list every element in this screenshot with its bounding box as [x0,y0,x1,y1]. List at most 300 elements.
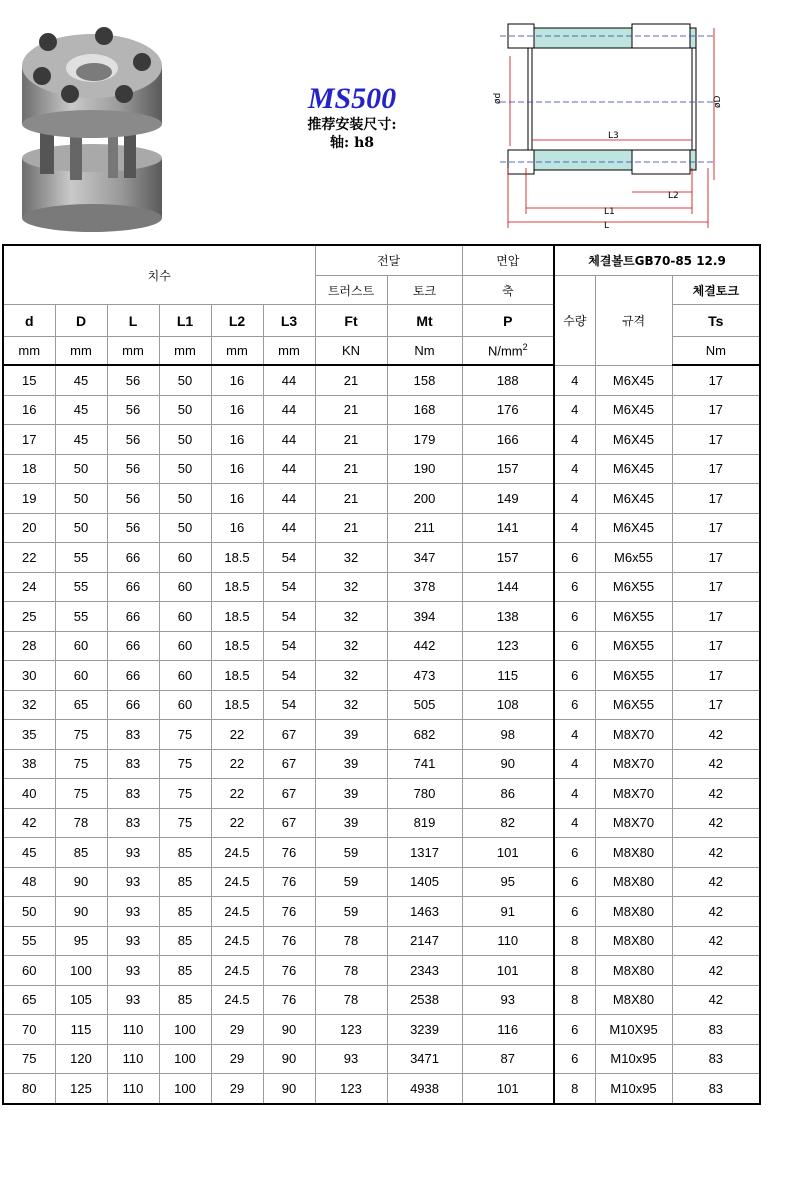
unit-cell: Nm [672,337,760,366]
unit-cell: mm [211,337,263,366]
unit-cell: mm [159,337,211,366]
table-cell: M6X55 [595,661,672,691]
table-cell: 4 [554,365,595,395]
table-cell: 42 [672,867,760,897]
table-cell: 101 [462,1074,554,1104]
table-row [3,365,760,395]
unit-cell: mm [263,337,315,366]
table-cell: M8X70 [595,749,672,779]
table-cell: 90 [55,897,107,927]
table-cell: 110 [107,1044,159,1074]
table-cell: 50 [3,897,55,927]
table-cell: 141 [462,513,554,543]
table-cell: 76 [263,838,315,868]
table-cell: 17 [672,454,760,484]
table-cell: 59 [315,897,387,927]
table-cell: 42 [3,808,55,838]
table-cell: 78 [315,956,387,986]
symbol-cell: D [55,305,107,337]
table-cell: 15 [3,365,55,395]
table-cell: 39 [315,779,387,809]
table-cell: 56 [107,365,159,395]
table-cell: 56 [107,395,159,425]
table-cell: 8 [554,1074,595,1104]
table-cell: 18.5 [211,690,263,720]
table-cell: 55 [55,572,107,602]
table-cell: 20 [3,513,55,543]
table-cell: 93 [107,956,159,986]
table-row [3,926,760,956]
table-cell: 39 [315,749,387,779]
symbol-cell: L2 [211,305,263,337]
table-cell: 6 [554,572,595,602]
table-cell: 44 [263,513,315,543]
table-cell: 60 [159,602,211,632]
table-cell: 17 [672,543,760,573]
table-cell: 32 [315,661,387,691]
table-cell: 16 [211,484,263,514]
table-cell: 115 [462,661,554,691]
table-cell: 87 [462,1044,554,1074]
table-cell: 101 [462,838,554,868]
table-cell: 8 [554,926,595,956]
table-cell: 82 [462,808,554,838]
table-cell: M8X80 [595,867,672,897]
table-cell: 17 [672,395,760,425]
table-cell: 45 [55,425,107,455]
table-cell: 24.5 [211,985,263,1015]
table-cell: 4 [554,425,595,455]
table-cell: 75 [55,749,107,779]
table-cell: 70 [3,1015,55,1045]
table-cell: 1463 [387,897,462,927]
table-cell: M8X80 [595,926,672,956]
table-cell: 32 [315,602,387,632]
table-cell: 18 [3,454,55,484]
table-cell: 54 [263,572,315,602]
table-cell: 4 [554,484,595,514]
table-cell: 60 [159,661,211,691]
table-row [3,1044,760,1074]
table-cell: 85 [159,985,211,1015]
table-cell: 66 [107,631,159,661]
table-cell: 93 [107,867,159,897]
header-shaft: 축 [462,276,554,305]
table-cell: 22 [211,808,263,838]
table-cell: 18.5 [211,631,263,661]
header-spec: 규격 [595,276,672,366]
symbol-cell: P [462,305,554,337]
table-row [3,1074,760,1104]
table-cell: 85 [159,838,211,868]
shaft-tolerance-label: 轴: [330,135,350,151]
table-cell: 45 [3,838,55,868]
table-cell: 44 [263,395,315,425]
table-cell: 24.5 [211,926,263,956]
table-cell: 3239 [387,1015,462,1045]
table-row [3,395,760,425]
table-row [3,513,760,543]
table-cell: 144 [462,572,554,602]
table-cell: 19 [3,484,55,514]
table-cell: 17 [672,484,760,514]
table-row [3,985,760,1015]
table-cell: 149 [462,484,554,514]
table-cell: 75 [159,808,211,838]
table-cell: M8X70 [595,779,672,809]
product-title: MS500 [307,82,397,115]
table-cell: 55 [55,602,107,632]
table-cell: 115 [55,1015,107,1045]
table-cell: 93 [315,1044,387,1074]
table-cell: M8X80 [595,985,672,1015]
table-cell: M6X45 [595,454,672,484]
table-cell: 85 [159,956,211,986]
table-cell: M6X55 [595,602,672,632]
header-dimensions: 치수 [3,245,315,305]
table-cell: 75 [3,1044,55,1074]
table-cell: 66 [107,602,159,632]
table-cell: 44 [263,365,315,395]
table-cell: 50 [159,395,211,425]
table-cell: M6X55 [595,572,672,602]
table-cell: 22 [211,749,263,779]
table-cell: 22 [3,543,55,573]
table-cell: 1317 [387,838,462,868]
table-cell: 56 [107,454,159,484]
table-cell: 30 [3,661,55,691]
table-row [3,1015,760,1045]
table-cell: 17 [672,365,760,395]
table-cell: 67 [263,808,315,838]
table-cell: 100 [159,1074,211,1104]
table-cell: 21 [315,513,387,543]
table-cell: 24.5 [211,897,263,927]
table-row [3,808,760,838]
table-cell: 66 [107,543,159,573]
table-cell: 24.5 [211,867,263,897]
table-cell: 54 [263,602,315,632]
unit-cell: mm [3,337,55,366]
table-cell: 6 [554,867,595,897]
header-pressure: 면압 [462,245,554,276]
table-cell: 42 [672,838,760,868]
table-cell: 93 [107,838,159,868]
table-cell: 2538 [387,985,462,1015]
table-cell: 6 [554,661,595,691]
table-cell: 819 [387,808,462,838]
table-cell: M6X45 [595,425,672,455]
table-cell: 32 [315,690,387,720]
table-cell: 90 [263,1015,315,1045]
dim-label-D: øD [713,95,723,108]
table-cell: 76 [263,926,315,956]
table-cell: 125 [55,1074,107,1104]
table-cell: 83 [672,1015,760,1045]
table-cell: 93 [107,926,159,956]
shaft-tolerance [262,134,442,152]
table-cell: 6 [554,631,595,661]
table-cell: 44 [263,425,315,455]
table-cell: 45 [55,365,107,395]
symbol-cell: Ts [672,305,760,337]
table-cell: 66 [107,661,159,691]
unit-cell: Nm [387,337,462,366]
table-cell: 54 [263,543,315,573]
table-cell: 42 [672,749,760,779]
table-row [3,661,760,691]
table-cell: 21 [315,365,387,395]
table-cell: 110 [462,926,554,956]
table-cell: 100 [55,956,107,986]
table-cell: 40 [3,779,55,809]
symbol-cell: L3 [263,305,315,337]
table-cell: 168 [387,395,462,425]
table-cell: 123 [315,1015,387,1045]
table-cell: 90 [263,1074,315,1104]
table-cell: 83 [107,720,159,750]
table-cell: 21 [315,395,387,425]
table-cell: 18.5 [211,602,263,632]
table-cell: 75 [159,720,211,750]
table-cell: 16 [211,365,263,395]
table-cell: 32 [315,631,387,661]
unit-cell: mm [107,337,159,366]
table-cell: 86 [462,779,554,809]
table-cell: 442 [387,631,462,661]
product-photo [12,18,180,233]
unit-cell [462,337,554,366]
table-cell: 4 [554,454,595,484]
dim-label-L3: L3 [608,131,619,141]
table-cell: 17 [672,572,760,602]
table-cell: 56 [107,513,159,543]
table-cell: 29 [211,1015,263,1045]
table-cell: 98 [462,720,554,750]
table-row [3,720,760,750]
table-cell: 59 [315,838,387,868]
table-cell: 95 [55,926,107,956]
table-cell: 4 [554,395,595,425]
table-cell: 6 [554,1044,595,1074]
table-cell: 21 [315,484,387,514]
table-cell: 6 [554,1015,595,1045]
table-cell: 18.5 [211,572,263,602]
table-cell: 16 [211,425,263,455]
table-cell: 95 [462,867,554,897]
table-cell: 76 [263,897,315,927]
table-cell: 83 [672,1074,760,1104]
table-cell: 22 [211,720,263,750]
table-cell: 108 [462,690,554,720]
table-cell: 2343 [387,956,462,986]
table-cell: 100 [159,1015,211,1045]
table-cell: 54 [263,661,315,691]
table-cell: 85 [55,838,107,868]
table-cell: 29 [211,1074,263,1104]
table-row [3,779,760,809]
table-cell: 166 [462,425,554,455]
table-cell: 60 [159,690,211,720]
table-row [3,631,760,661]
table-cell: M8X80 [595,897,672,927]
unit-text: N/mm [487,343,523,359]
table-cell: 28 [3,631,55,661]
table-cell: 85 [159,897,211,927]
table-row [3,484,760,514]
header-tightening-torque: 체결토크 [672,276,760,305]
table-row [3,572,760,602]
table-cell: 54 [263,631,315,661]
table-row [3,454,760,484]
table-cell: M10x95 [595,1044,672,1074]
technical-drawing [492,18,728,233]
symbol-cell: L [107,305,159,337]
dim-label-L2: L2 [668,191,679,201]
table-cell: 45 [55,395,107,425]
table-cell: 17 [672,661,760,691]
table-cell: 4 [554,513,595,543]
table-cell: 91 [462,897,554,927]
table-cell: 50 [55,454,107,484]
symbol-cell: L1 [159,305,211,337]
table-cell: 66 [107,572,159,602]
table-cell: 6 [554,602,595,632]
table-cell: 17 [672,425,760,455]
table-cell: 21 [315,454,387,484]
table-cell: 48 [3,867,55,897]
table-cell: 6 [554,838,595,868]
table-cell: 76 [263,867,315,897]
table-cell: 4938 [387,1074,462,1104]
table-cell: 50 [159,484,211,514]
table-cell: M8X80 [595,838,672,868]
table-cell: 21 [315,425,387,455]
table-cell: 42 [672,779,760,809]
table-cell: 505 [387,690,462,720]
table-cell: 38 [3,749,55,779]
table-cell: 44 [263,484,315,514]
table-cell: M6X45 [595,365,672,395]
table-cell: 22 [211,779,263,809]
table-cell: 54 [263,690,315,720]
table-cell: 90 [263,1044,315,1074]
table-cell: 16 [211,454,263,484]
table-cell: 18.5 [211,543,263,573]
table-cell: 78 [315,985,387,1015]
table-cell: 90 [55,867,107,897]
table-cell: 157 [462,454,554,484]
table-cell: 741 [387,749,462,779]
table-cell: 78 [315,926,387,956]
table-cell: 18.5 [211,661,263,691]
table-cell: 16 [3,395,55,425]
table-cell: 39 [315,808,387,838]
table-cell: 110 [107,1015,159,1045]
table-cell: 347 [387,543,462,573]
table-cell: 42 [672,985,760,1015]
table-cell: M10X95 [595,1015,672,1045]
table-cell: 176 [462,395,554,425]
unit-cell: KN [315,337,387,366]
table-cell: 1405 [387,867,462,897]
table-cell: 59 [315,867,387,897]
table-cell: 50 [159,513,211,543]
table-cell: 75 [55,779,107,809]
table-cell: 75 [159,779,211,809]
table-cell: 4 [554,720,595,750]
table-cell: 123 [462,631,554,661]
table-cell: 67 [263,779,315,809]
table-row [3,838,760,868]
header-quantity: 수량 [554,276,595,366]
symbol-cell: Ft [315,305,387,337]
table-cell: 83 [107,749,159,779]
table-cell: M8X70 [595,720,672,750]
table-cell: 60 [159,572,211,602]
table-cell: 4 [554,749,595,779]
table-cell: 780 [387,779,462,809]
table-cell: 42 [672,808,760,838]
table-cell: 4 [554,779,595,809]
table-cell: 42 [672,720,760,750]
table-row [3,690,760,720]
table-cell: 75 [159,749,211,779]
table-cell: 6 [554,897,595,927]
table-cell: 200 [387,484,462,514]
table-cell: 4 [554,808,595,838]
table-cell: 56 [107,425,159,455]
table-cell: 50 [159,454,211,484]
table-cell: 93 [107,897,159,927]
title-block [262,82,442,152]
dim-label-d: ød [493,92,503,104]
table-cell: 116 [462,1015,554,1045]
table-cell: 76 [263,985,315,1015]
table-cell: M6X45 [595,484,672,514]
table-cell: 60 [55,631,107,661]
symbol-cell: d [3,305,55,337]
table-cell: 24.5 [211,956,263,986]
table-cell: 60 [159,543,211,573]
dim-label-L: L [604,221,610,231]
table-cell: 50 [159,365,211,395]
table-cell: 67 [263,749,315,779]
table-cell: 32 [315,572,387,602]
table-cell: 60 [3,956,55,986]
unit-exponent: 2 [522,342,528,353]
table-cell: 3471 [387,1044,462,1074]
table-cell: 76 [263,956,315,986]
mounting-subtitle: 推荐安装尺寸: [307,117,397,133]
table-cell: 39 [315,720,387,750]
table-cell: 83 [107,808,159,838]
table-cell: 17 [3,425,55,455]
table-cell: 25 [3,602,55,632]
table-cell: 394 [387,602,462,632]
table-cell: 211 [387,513,462,543]
table-row [3,543,760,573]
table-cell: M6X45 [595,513,672,543]
header-transmission: 전달 [315,245,462,276]
table-cell: 55 [3,926,55,956]
table-cell: 60 [159,631,211,661]
table-cell: 188 [462,365,554,395]
table-cell: 42 [672,897,760,927]
table-cell: 85 [159,867,211,897]
table-cell: 105 [55,985,107,1015]
table-cell: 2147 [387,926,462,956]
